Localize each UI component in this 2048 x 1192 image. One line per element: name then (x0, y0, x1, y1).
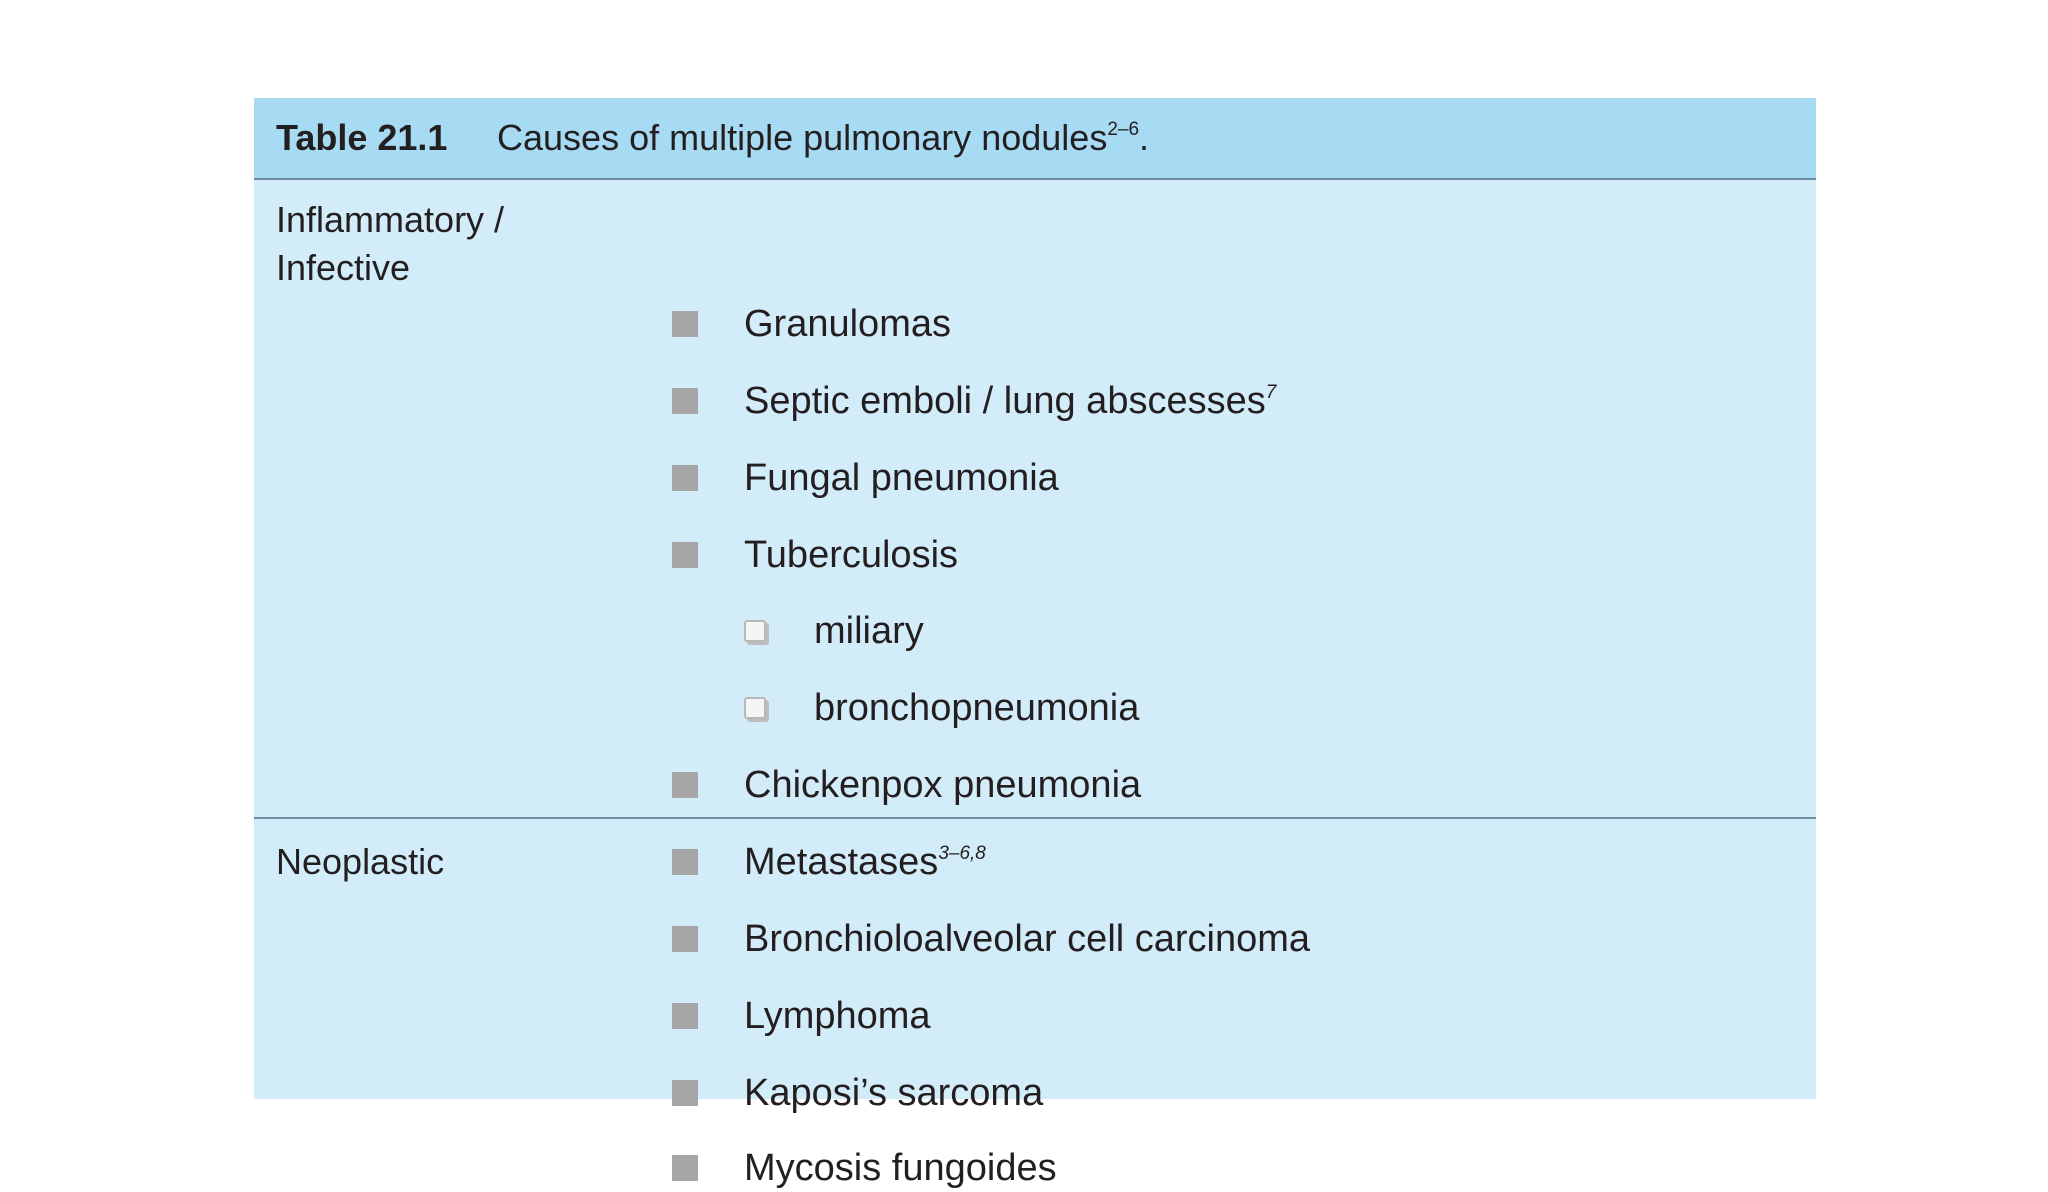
sub-list-item-text: miliary (814, 610, 924, 652)
table-title-text: Causes of multiple pulmonary nodules (497, 117, 1108, 158)
list-item-label: Septic emboli / lung abscesses (744, 380, 1266, 422)
sub-list-item-text: bronchopneumonia (814, 687, 1140, 729)
open-square-bullet-icon (744, 620, 766, 642)
square-bullet-icon (672, 1003, 698, 1029)
list-item-text: Fungal pneumonia (744, 457, 1059, 499)
table-number: Table 21.1 (276, 117, 448, 158)
square-bullet-icon (672, 1080, 698, 1106)
square-bullet-icon (672, 542, 698, 568)
list-item-text: Granulomas (744, 303, 951, 345)
square-bullet-icon (672, 388, 698, 414)
open-square-bullet-icon (744, 697, 766, 719)
list-item-text: Lymphoma (744, 995, 931, 1037)
category-neoplastic: Neoplastic (276, 841, 445, 882)
square-bullet-icon (672, 311, 698, 337)
list-item-text (744, 838, 986, 886)
list-item-text: Mycosis fungoides (744, 1147, 1057, 1189)
category-inflammatory-infective: Inflammatory / Infective (276, 199, 505, 288)
list-item-text: Tuberculosis (744, 534, 959, 576)
list-item-label: Metastases (744, 841, 939, 883)
square-bullet-icon (672, 849, 698, 875)
table-title-suffix: . (1139, 117, 1150, 158)
table-title-reference: 2–6 (1107, 119, 1140, 140)
table-title (497, 117, 1150, 158)
list-item-reference: 7 (1265, 382, 1277, 403)
table-caption (254, 98, 1816, 180)
square-bullet-icon (672, 465, 698, 491)
list-item-reference: 3–6,8 (938, 843, 986, 864)
square-bullet-icon (672, 926, 698, 952)
square-bullet-icon (672, 772, 698, 798)
list-item-text (744, 377, 1276, 425)
list-item-text: Kaposi’s sarcoma (744, 1072, 1044, 1114)
list-item-text: Bronchioloalveolar cell carcinoma (744, 918, 1311, 960)
group-divider (254, 817, 1816, 819)
table-21-1 (254, 98, 1816, 1189)
list-item-text: Chickenpox pneumonia (744, 764, 1142, 806)
square-bullet-icon (672, 1155, 698, 1181)
